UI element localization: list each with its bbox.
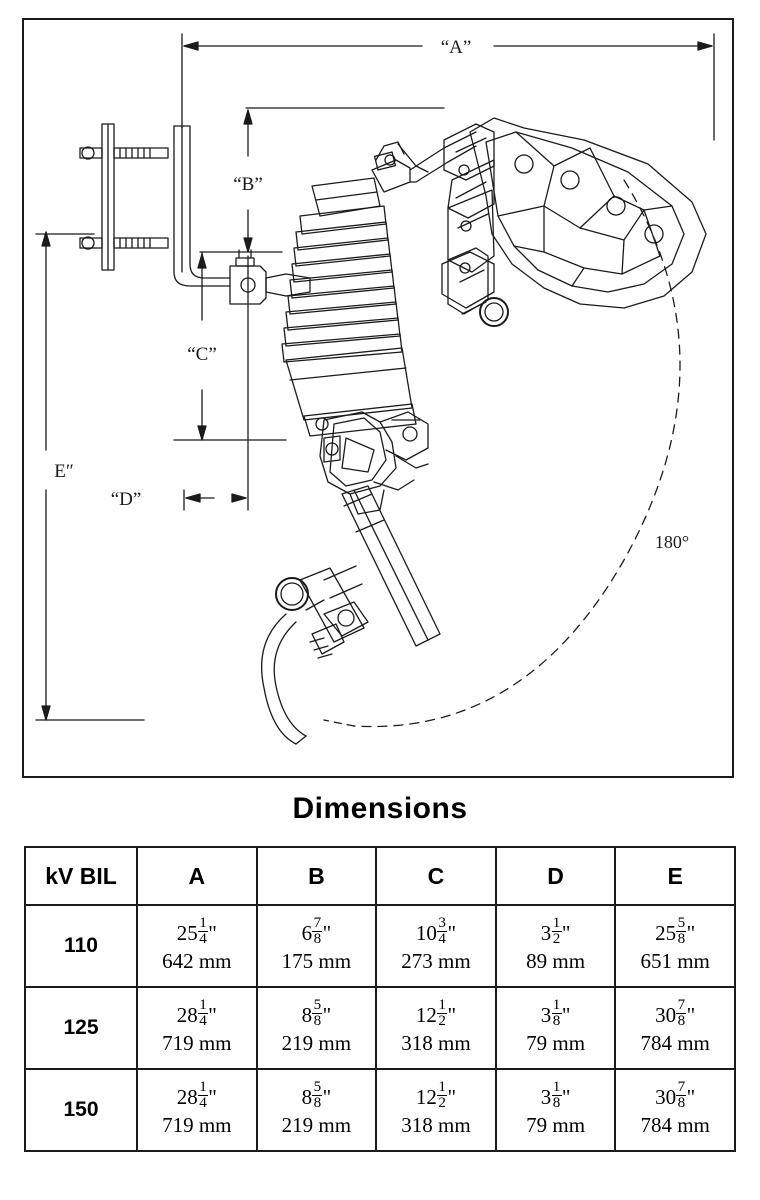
head-casting	[444, 124, 494, 314]
dimension-d	[184, 256, 248, 510]
fuse-tube	[324, 486, 440, 646]
fraction: $\frac{7}{8}$	[313, 915, 322, 948]
cell-dimension	[496, 987, 616, 1069]
upper-terminal	[372, 132, 476, 192]
value-mm: 318 mm	[401, 1031, 471, 1056]
cell-dimension	[137, 987, 257, 1069]
callout-e: E″	[54, 461, 74, 482]
pull-ring-assembly	[262, 568, 368, 744]
cell-kv-bil: 110	[25, 905, 137, 987]
value-inches: 28 $\frac{1}{4}$ "	[176, 997, 217, 1030]
cell-dimension	[137, 1069, 257, 1151]
value-mm: 719 mm	[162, 1113, 232, 1138]
fraction: $\frac{7}{8}$	[677, 1079, 686, 1112]
value-inches: 3 $\frac{1}{8}$ "	[540, 997, 571, 1030]
fraction: $\frac{1}{4}$	[199, 997, 207, 1030]
hinge-assembly	[442, 252, 508, 326]
table-row	[25, 1069, 735, 1151]
cell-dimension	[615, 905, 735, 987]
value-mm: 642 mm	[162, 949, 232, 974]
cell-dimension	[376, 987, 496, 1069]
column-header-d: D	[496, 847, 616, 905]
fraction: $\frac{1}{2}$	[438, 997, 446, 1030]
value-mm: 651 mm	[640, 949, 710, 974]
cell-kv-bil: 150	[25, 1069, 137, 1151]
column-header-b: B	[257, 847, 377, 905]
fraction: $\frac{1}{4}$	[199, 1079, 207, 1112]
table-body	[25, 905, 735, 1151]
dimensions-table	[24, 846, 736, 1152]
value-inches: 25 $\frac{1}{4}$ "	[176, 915, 217, 948]
callout-a: “A”	[440, 37, 472, 58]
value-inches: 6 $\frac{7}{8}$ "	[301, 915, 332, 948]
cell-dimension	[257, 987, 377, 1069]
callout-b: “B”	[233, 174, 263, 195]
value-mm: 79 mm	[526, 1113, 586, 1138]
arc-leader	[324, 720, 354, 726]
fraction: $\frac{3}{4}$	[438, 915, 446, 948]
value-mm: 89 mm	[526, 949, 586, 974]
column-header-a: A	[137, 847, 257, 905]
value-mm: 79 mm	[526, 1031, 586, 1056]
cell-dimension	[496, 905, 616, 987]
value-inches: 30 $\frac{7}{8}$ "	[655, 1079, 696, 1112]
swing-arc-180	[354, 180, 680, 727]
trunnion-plate	[470, 118, 706, 308]
value-inches: 28 $\frac{1}{4}$ "	[176, 1079, 217, 1112]
fraction: $\frac{5}{8}$	[677, 915, 686, 948]
value-inches: 12 $\frac{1}{2}$ "	[415, 997, 457, 1030]
value-mm: 273 mm	[401, 949, 471, 974]
table-head	[25, 847, 735, 905]
cutout-assembly-drawing	[24, 20, 732, 776]
value-mm: 719 mm	[162, 1031, 232, 1056]
fraction: $\frac{1}{2}$	[438, 1079, 446, 1112]
value-inches: 3 $\frac{1}{2}$ "	[540, 915, 571, 948]
value-mm: 318 mm	[401, 1113, 471, 1138]
page-title: Dimensions	[292, 792, 468, 825]
cell-dimension	[496, 1069, 616, 1151]
cell-dimension	[257, 1069, 377, 1151]
callout-d: “D”	[110, 489, 142, 510]
callout-angle: 180°	[654, 532, 690, 552]
value-inches: 12 $\frac{1}{2}$ "	[415, 1079, 457, 1112]
value-inches: 8 $\frac{5}{8}$ "	[301, 997, 332, 1030]
drawing-panel	[22, 18, 734, 778]
column-header-e: E	[615, 847, 735, 905]
table-row	[25, 987, 735, 1069]
cell-dimension	[137, 905, 257, 987]
callout-c: “C”	[187, 344, 217, 365]
fraction: $\frac{1}{4}$	[199, 915, 207, 948]
value-mm: 175 mm	[281, 949, 352, 974]
value-mm: 784 mm	[640, 1031, 710, 1056]
porcelain-insulator	[282, 178, 416, 436]
cell-dimension	[257, 905, 377, 987]
mounting-bracket	[80, 124, 310, 304]
value-mm: 784 mm	[640, 1113, 710, 1138]
fraction: $\frac{5}{8}$	[313, 997, 322, 1030]
fraction: $\frac{5}{8}$	[313, 1079, 322, 1112]
value-inches: 25 $\frac{5}{8}$ "	[655, 915, 696, 948]
cell-dimension	[376, 1069, 496, 1151]
dimension-e	[36, 232, 144, 720]
cell-dimension	[615, 1069, 735, 1151]
table-header-row	[25, 847, 735, 905]
value-inches: 3 $\frac{1}{8}$ "	[540, 1079, 571, 1112]
value-mm: 219 mm	[281, 1113, 352, 1138]
value-inches: 30 $\frac{7}{8}$ "	[655, 997, 696, 1030]
value-inches: 8 $\frac{5}{8}$ "	[301, 1079, 332, 1112]
column-header-kv-bil: kV BIL	[25, 847, 137, 905]
fraction: $\frac{1}{8}$	[552, 1079, 561, 1112]
table-row	[25, 905, 735, 987]
fraction: $\frac{1}{2}$	[552, 915, 561, 948]
cell-kv-bil: 125	[25, 987, 137, 1069]
value-mm: 219 mm	[281, 1031, 352, 1056]
cell-dimension	[615, 987, 735, 1069]
value-inches: 10 $\frac{3}{4}$ "	[415, 915, 457, 948]
cell-dimension	[376, 905, 496, 987]
fraction: $\frac{1}{8}$	[552, 997, 561, 1030]
column-header-c: C	[376, 847, 496, 905]
dimensions-table-wrap	[24, 846, 736, 1152]
fraction: $\frac{7}{8}$	[677, 997, 686, 1030]
